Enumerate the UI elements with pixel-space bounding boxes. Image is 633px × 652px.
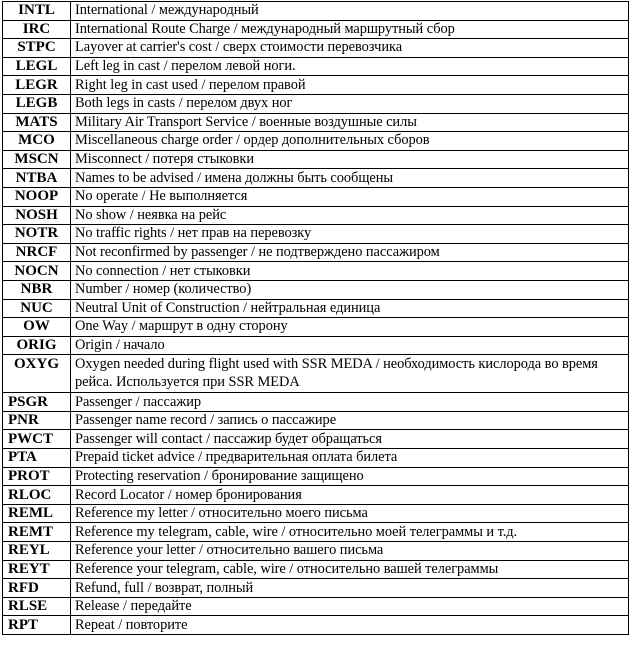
table-row: [3, 579, 629, 598]
table-row: [3, 94, 629, 113]
abbreviation-code: NOCN: [3, 262, 71, 281]
abbreviation-description: Not reconfirmed by passenger / не подтверждено пассажиром: [71, 243, 629, 262]
table-row: [3, 523, 629, 542]
abbreviation-description: Prepaid ticket advice / предварительная оплата билета: [71, 449, 629, 468]
table-row: [3, 318, 629, 337]
abbreviation-code: OXYG: [3, 355, 71, 393]
table-row: [3, 411, 629, 430]
table-row: [3, 113, 629, 132]
table-row: [3, 299, 629, 318]
abbreviation-code: MCO: [3, 132, 71, 151]
abbreviation-description: No show / неявка на рейс: [71, 206, 629, 225]
table-row: [3, 150, 629, 169]
abbreviation-code: INTL: [3, 2, 71, 21]
abbreviation-description: Repeat / повторите: [71, 616, 629, 635]
abbreviation-description: Military Air Transport Service / военные воздушные силы: [71, 113, 629, 132]
table-row: [3, 39, 629, 58]
abbreviation-code: LEGR: [3, 76, 71, 95]
abbreviation-description: Reference my telegram, cable, wire / относительно моей телеграммы и т.д.: [71, 523, 629, 542]
table-row: [3, 486, 629, 505]
abbreviations-table-body: [3, 2, 629, 635]
abbreviation-code: REMT: [3, 523, 71, 542]
abbreviation-code: PSGR: [3, 393, 71, 412]
abbreviation-code: REYL: [3, 542, 71, 561]
abbreviation-code: MSCN: [3, 150, 71, 169]
abbreviation-description: Layover at carrier's cost / сверх стоимости перевозчика: [71, 39, 629, 58]
table-row: [3, 393, 629, 412]
table-row: [3, 169, 629, 188]
table-row: [3, 449, 629, 468]
table-row: [3, 2, 629, 21]
table-row: [3, 243, 629, 262]
table-row: [3, 132, 629, 151]
abbreviation-code: PNR: [3, 411, 71, 430]
abbreviation-description: Reference your letter / относительно вашего письма: [71, 542, 629, 561]
table-row: [3, 597, 629, 616]
table-row: [3, 560, 629, 579]
abbreviation-code: RLSE: [3, 597, 71, 616]
abbreviation-description: Passenger name record / запись о пассажире: [71, 411, 629, 430]
abbreviation-code: RLOC: [3, 486, 71, 505]
abbreviation-description: International Route Charge / международный маршрутный сбор: [71, 20, 629, 39]
abbreviation-description: Number / номер (количество): [71, 280, 629, 299]
abbreviation-description: Miscellaneous charge order / ордер дополнительных сборов: [71, 132, 629, 151]
abbreviation-code: NRCF: [3, 243, 71, 262]
table-row: [3, 225, 629, 244]
abbreviation-code: STPC: [3, 39, 71, 58]
abbreviation-code: LEGB: [3, 94, 71, 113]
abbreviation-description: Oxygen needed during flight used with SSR MEDA / необходимость кислорода во время рейса. Используется при SSR MEDA: [71, 355, 629, 393]
table-row: [3, 76, 629, 95]
abbreviation-description: No operate / Не выполняется: [71, 187, 629, 206]
table-row: [3, 355, 629, 393]
abbreviation-description: Misconnect / потеря стыковки: [71, 150, 629, 169]
table-row: [3, 57, 629, 76]
abbreviation-description: Reference your telegram, cable, wire / относительно вашей телеграммы: [71, 560, 629, 579]
abbreviation-code: PWCT: [3, 430, 71, 449]
abbreviations-table: [2, 1, 629, 635]
abbreviation-code: PROT: [3, 467, 71, 486]
table-row: [3, 542, 629, 561]
table-row: [3, 187, 629, 206]
table-row: [3, 280, 629, 299]
abbreviation-description: Reference my letter / относительно моего письма: [71, 504, 629, 523]
abbreviation-description: International / международный: [71, 2, 629, 21]
abbreviation-code: NUC: [3, 299, 71, 318]
table-row: [3, 336, 629, 355]
abbreviation-code: NOSH: [3, 206, 71, 225]
table-row: [3, 206, 629, 225]
abbreviation-code: NOOP: [3, 187, 71, 206]
abbreviation-code: ORIG: [3, 336, 71, 355]
table-row: [3, 430, 629, 449]
abbreviation-code: NOTR: [3, 225, 71, 244]
abbreviation-description: Neutral Unit of Construction / нейтральная единица: [71, 299, 629, 318]
abbreviation-description: Right leg in cast used / перелом правой: [71, 76, 629, 95]
abbreviation-code: OW: [3, 318, 71, 337]
abbreviation-description: One Way / маршрут в одну сторону: [71, 318, 629, 337]
abbreviation-description: Passenger will contact / пассажир будет обращаться: [71, 430, 629, 449]
abbreviation-description: Record Locator / номер бронирования: [71, 486, 629, 505]
table-row: [3, 467, 629, 486]
abbreviation-description: Origin / начало: [71, 336, 629, 355]
abbreviation-code: IRC: [3, 20, 71, 39]
table-row: [3, 20, 629, 39]
abbreviation-code: LEGL: [3, 57, 71, 76]
abbreviation-code: RFD: [3, 579, 71, 598]
abbreviation-code: REYT: [3, 560, 71, 579]
abbreviation-description: Protecting reservation / бронирование защищено: [71, 467, 629, 486]
abbreviation-code: PTA: [3, 449, 71, 468]
table-row: [3, 616, 629, 635]
table-row: [3, 262, 629, 281]
abbreviation-code: NBR: [3, 280, 71, 299]
abbreviation-description: No connection / нет стыковки: [71, 262, 629, 281]
abbreviation-description: Release / передайте: [71, 597, 629, 616]
abbreviation-description: No traffic rights / нет прав на перевозку: [71, 225, 629, 244]
abbreviation-description: Both legs in casts / перелом двух ног: [71, 94, 629, 113]
abbreviation-code: MATS: [3, 113, 71, 132]
abbreviation-description: Refund, full / возврат, полный: [71, 579, 629, 598]
abbreviation-code: NTBA: [3, 169, 71, 188]
abbreviation-description: Names to be advised / имена должны быть сообщены: [71, 169, 629, 188]
abbreviation-code: REML: [3, 504, 71, 523]
abbreviation-description: Passenger / пассажир: [71, 393, 629, 412]
table-row: [3, 504, 629, 523]
abbreviation-description: Left leg in cast / перелом левой ноги.: [71, 57, 629, 76]
abbreviation-code: RPT: [3, 616, 71, 635]
